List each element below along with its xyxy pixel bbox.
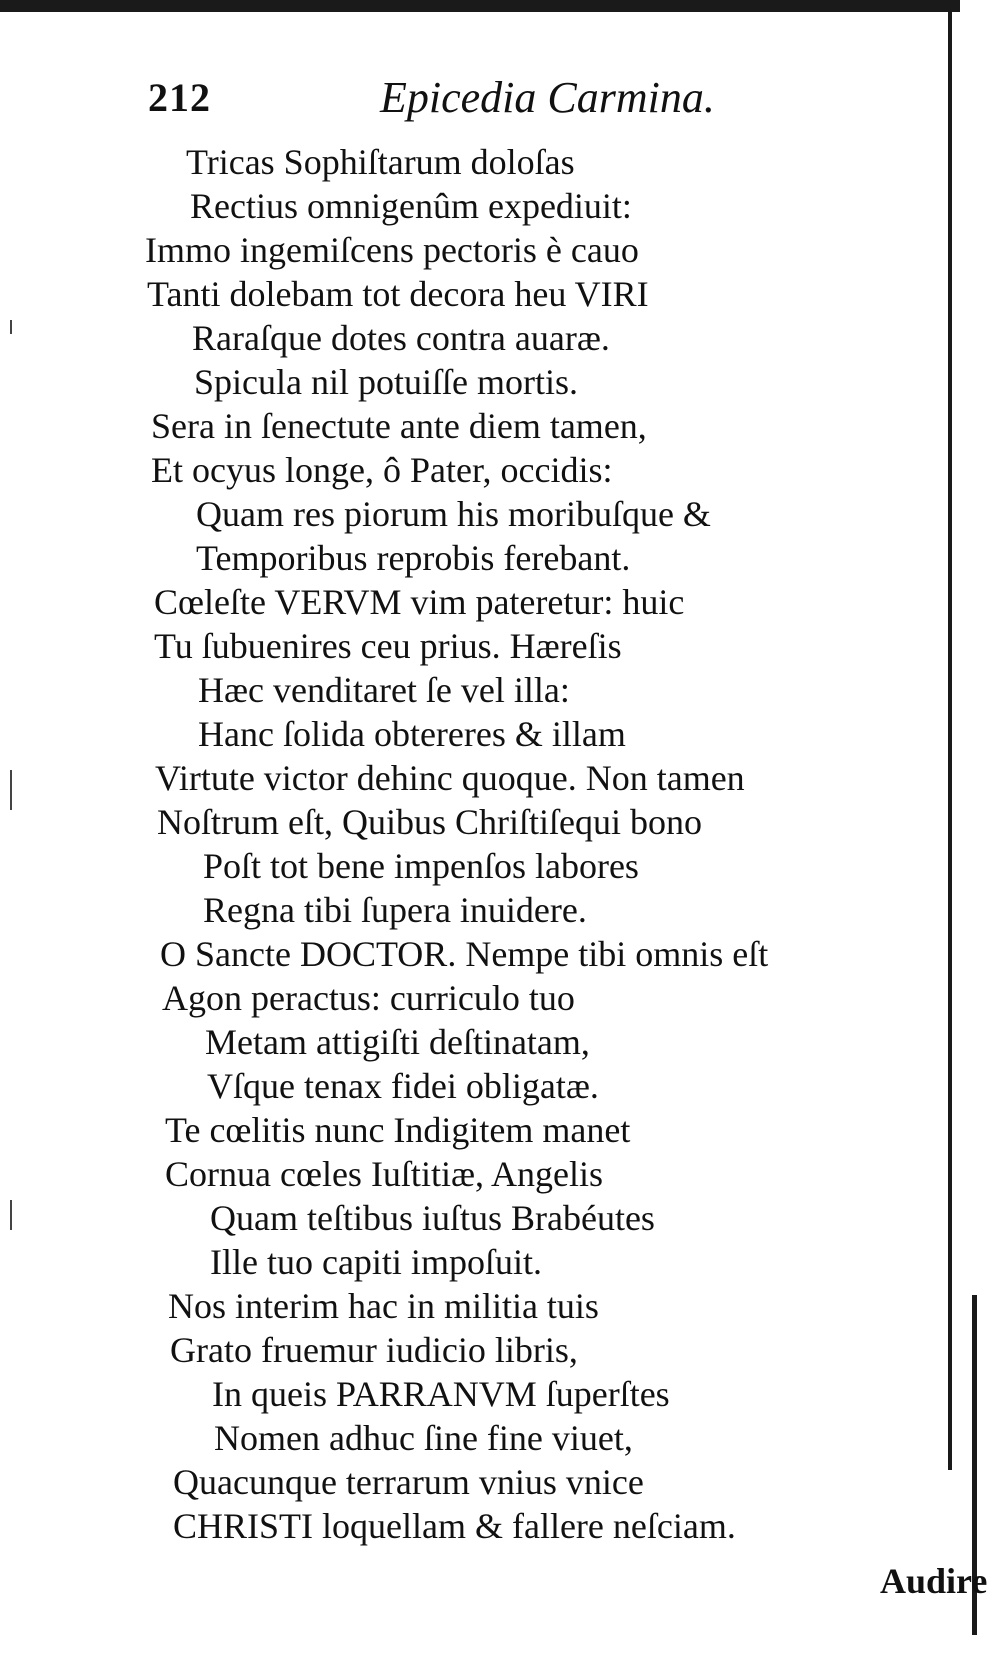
verse-line: Hanc ſolida obtereres & illam (198, 714, 626, 754)
page-number: 212 (148, 75, 211, 120)
verse-line: Cœleſte VERVM vim pateretur: huic (154, 582, 685, 622)
verse-line: Spicula nil potuiſſe mortis. (194, 362, 578, 402)
running-head: Epicedia Carmina. (380, 73, 715, 122)
verse-line: Cornua cœles Iuſtitiæ, Angelis (165, 1154, 603, 1194)
verse-line: Tanti dolebam tot decora heu VIRI (147, 274, 649, 314)
verse-line: Quam teſtibus iuſtus Brabéutes (210, 1198, 655, 1238)
verse-line: Sera in ſenectute ante diem tamen, (151, 406, 647, 446)
verse-line: Quacunque terrarum vnius vnice (173, 1462, 644, 1502)
verse-line: Et ocyus longe, ô Pater, occidis: (151, 450, 613, 490)
verse-line: Immo ingemiſcens pectoris è cauo (145, 230, 639, 270)
verse-line: Virtute victor dehinc quoque. Non tamen (155, 758, 745, 798)
verse-line: Poſt tot bene impenſos labores (203, 846, 639, 886)
catchword: Audire (880, 1561, 988, 1601)
verse-line: Nomen adhuc ſine fine viuet, (214, 1418, 633, 1458)
verse-line: In queis PARRANVM ſuperſtes (212, 1374, 670, 1414)
verse-line: Tricas Sophiſtarum doloſas (186, 142, 575, 182)
verse-line: Temporibus reprobis ferebant. (196, 538, 631, 578)
verse-line: Rectius omnigenûm expediuit: (190, 186, 632, 226)
verse-line: Noſtrum eſt, Quibus Chriſtiſequi bono (157, 802, 702, 842)
verse-line: Tu ſubuenires ceu prius. Hæreſis (154, 626, 622, 666)
verse-line: Metam attigiſti deſtinatam, (205, 1022, 590, 1062)
verse-line: Hæc venditaret ſe vel illa: (198, 670, 570, 710)
verse-line: Regna tibi ſupera inuidere. (203, 890, 587, 930)
verse-line: Quam res piorum his moribuſque & (196, 494, 711, 534)
verse-line: Grato fruemur iudicio libris, (170, 1330, 578, 1370)
verse-line: O Sancte DOCTOR. Nempe tibi omnis eſt (160, 934, 769, 974)
verse-line: Agon peractus: curriculo tuo (162, 978, 575, 1018)
verse-line: Nos interim hac in militia tuis (168, 1286, 599, 1326)
verse-line: Ille tuo capiti impoſuit. (210, 1242, 542, 1282)
verse-line: Te cœlitis nunc Indigitem manet (165, 1110, 631, 1150)
verse-line: CHRISTI loquellam & fallere neſciam. (173, 1506, 736, 1546)
verse-line: Raraſque dotes contra auaræ. (192, 318, 610, 358)
verse-line: Vſque tenax fidei obligatæ. (207, 1066, 599, 1106)
